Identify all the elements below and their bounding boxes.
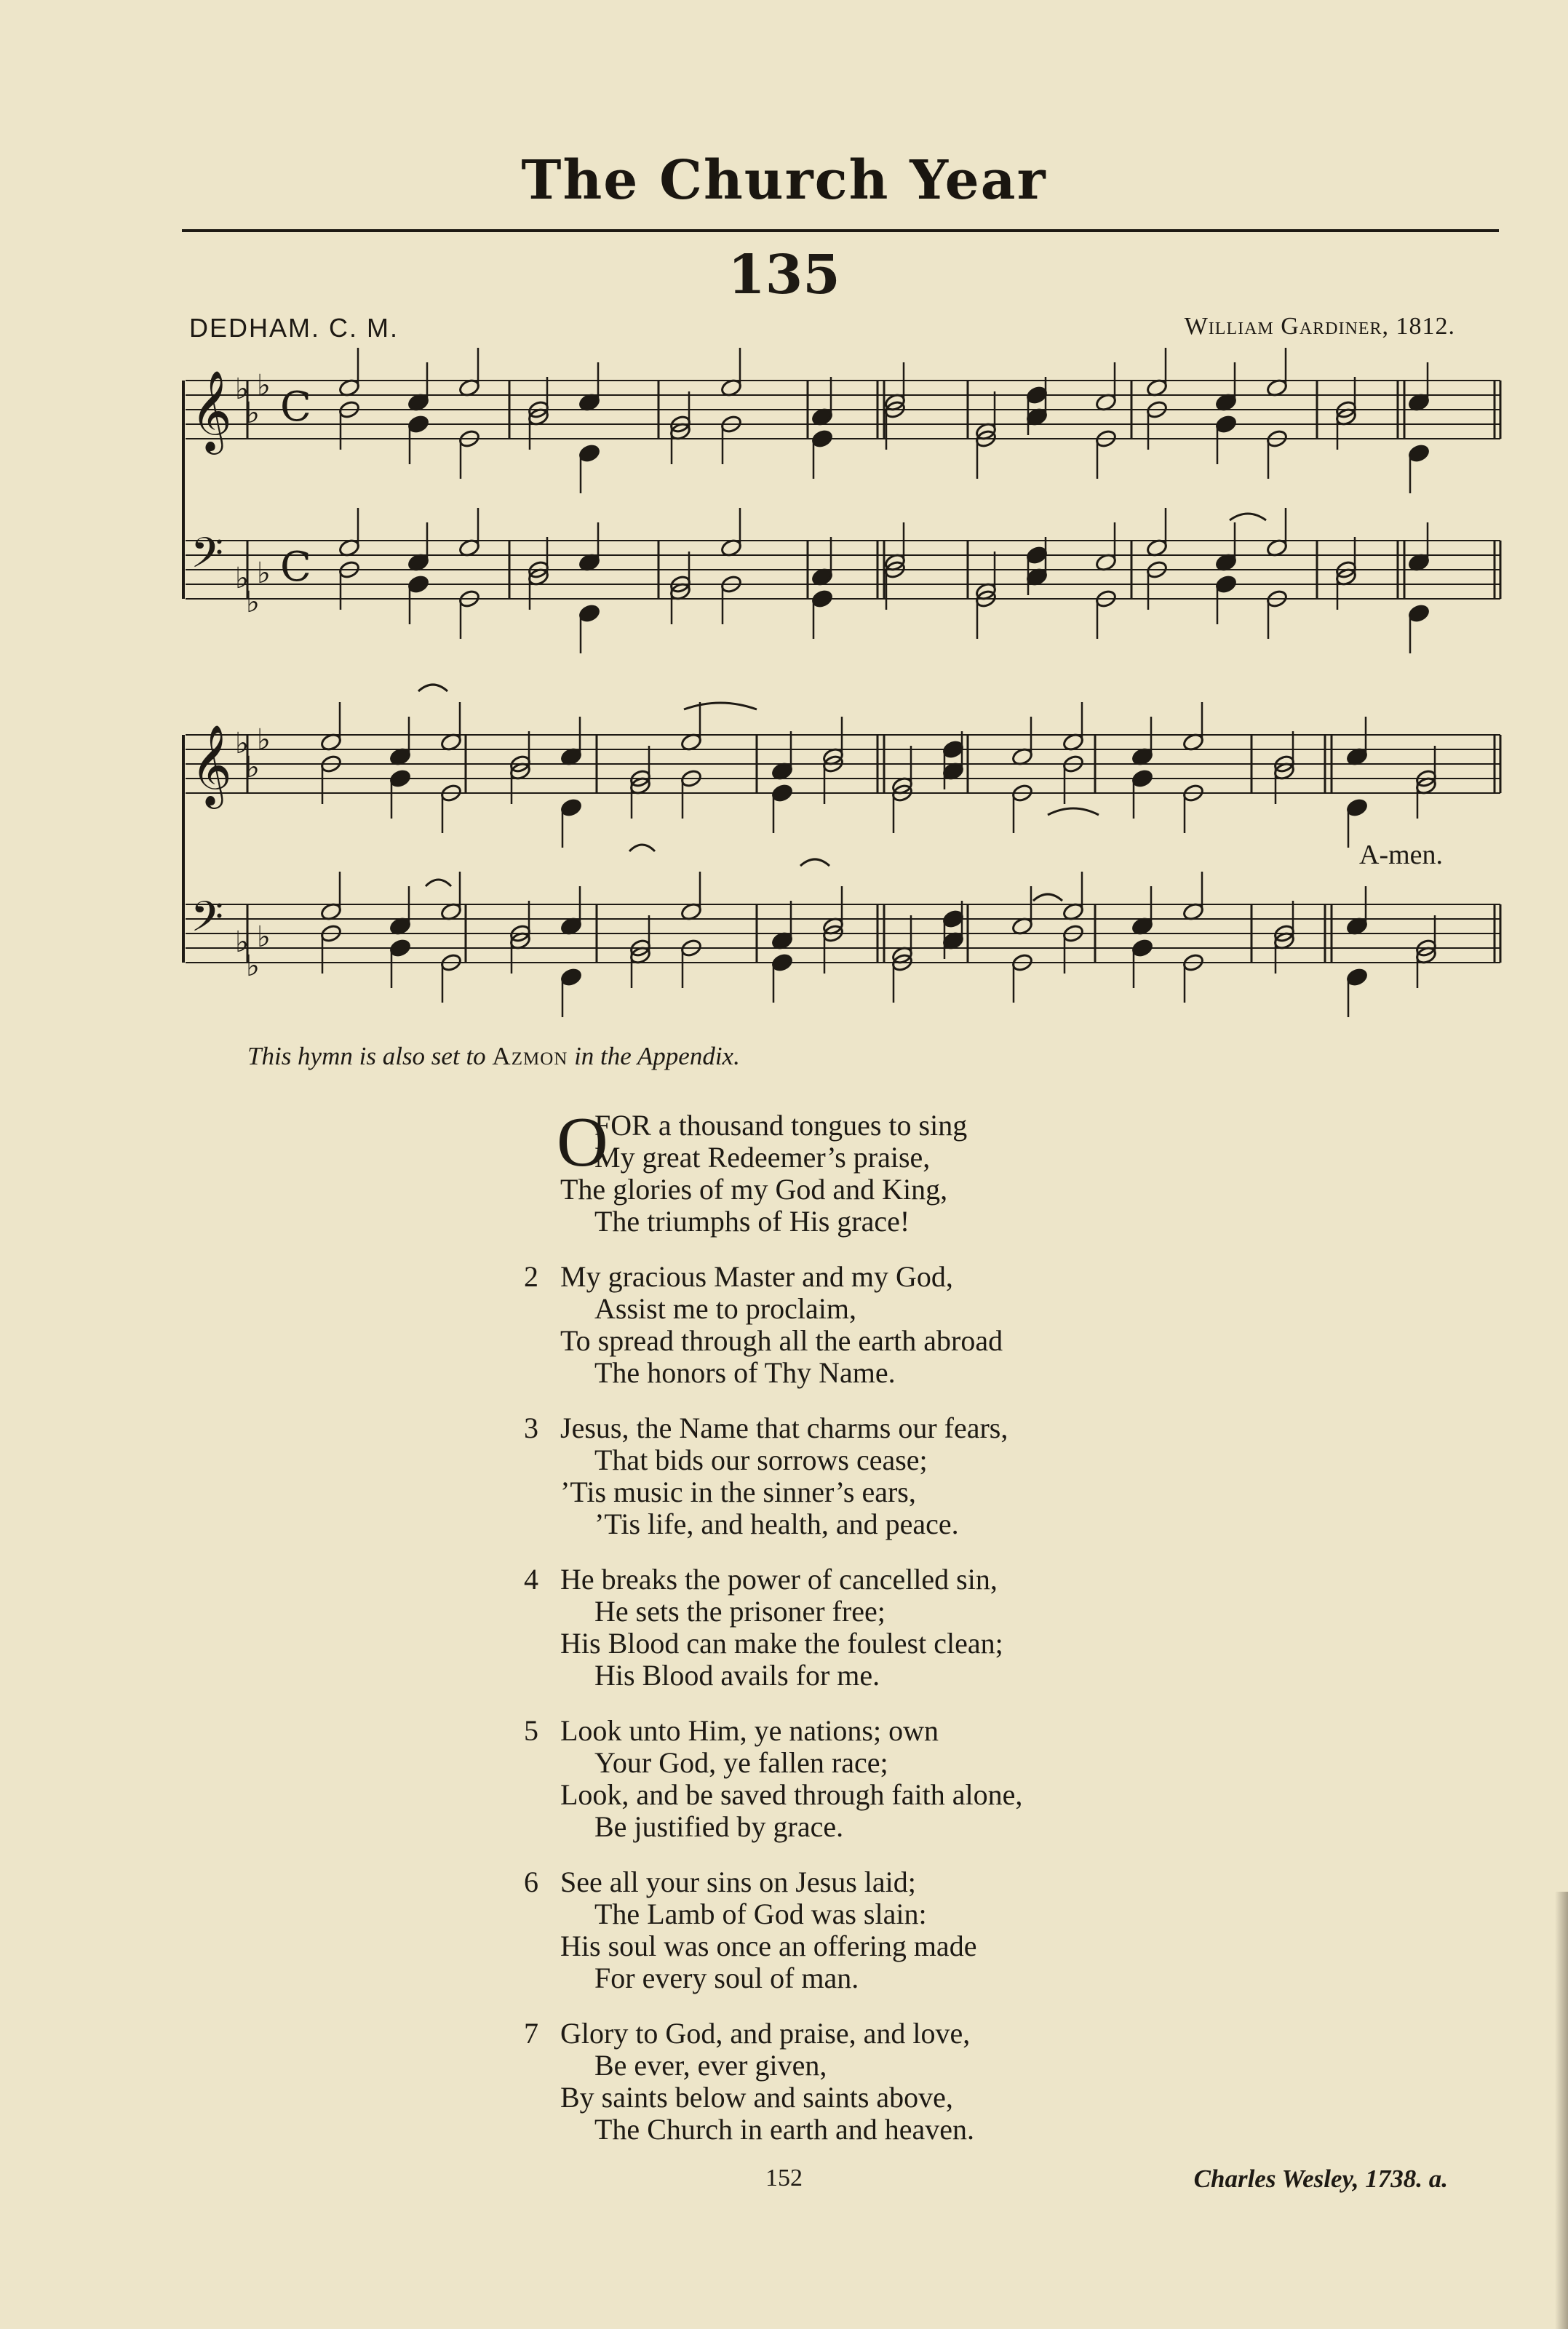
verse-number: 3 [524, 1412, 538, 1444]
verse-line: For every soul of man. [594, 1962, 859, 1994]
verse-line: Look, and be saved through faith alone, [560, 1778, 1023, 1811]
composer-credit: William Gardiner, 1812. [1184, 313, 1455, 340]
flat-icon: ♭ [246, 586, 260, 619]
slur [629, 845, 655, 851]
treble-clef-icon: 𝄞 [191, 724, 232, 805]
flat-icon: ♭ [257, 369, 271, 402]
verse-number: 2 [524, 1260, 538, 1293]
note-prefix: This hymn is also set to [247, 1042, 493, 1070]
verse-line: He sets the prisoner free; [594, 1595, 886, 1628]
page-number: 152 [765, 2165, 803, 2191]
text-attribution: Charles Wesley, 1738. a. [1193, 2165, 1448, 2193]
verse-number: 6 [524, 1866, 538, 1898]
tune-name: DEDHAM. C. M. [189, 313, 399, 343]
verse-line: To spread through all the earth abroad [560, 1324, 1003, 1357]
verse-line: The Church in earth and heaven. [594, 2113, 975, 2146]
slur [1033, 894, 1062, 901]
flat-icon: ♭ [246, 397, 260, 430]
verse-line: The triumphs of His grace! [594, 1205, 910, 1238]
verse-line: That bids our sorrows cease; [594, 1444, 928, 1476]
running-title: The Church Year [521, 149, 1047, 212]
verse-line: Your God, ye fallen race; [594, 1746, 888, 1779]
drop-cap: O [557, 1103, 608, 1182]
alternate-tune-note [247, 1042, 740, 1071]
flat-icon: ♭ [246, 949, 260, 983]
slur [684, 703, 757, 709]
slur [1048, 808, 1099, 815]
verse-line: Be ever, ever given, [594, 2049, 827, 2082]
verse-line: My great Redeemer’s praise, [594, 1141, 931, 1174]
flat-icon: ♭ [257, 920, 271, 954]
verse-line: FOR a thousand tongues to sing [594, 1109, 968, 1142]
note-suffix: in the Appendix. [568, 1042, 740, 1070]
verse-number: 7 [524, 2017, 538, 2050]
verse-line: Jesus, the Name that charms our fears, [560, 1412, 1008, 1444]
verse-5 [524, 1715, 1022, 1843]
verse-4 [524, 1564, 1022, 1692]
treble-clef-icon: 𝄞 [191, 370, 232, 451]
verse-line: The honors of Thy Name. [594, 1356, 896, 1389]
flat-icon: ♭ [235, 727, 249, 760]
verse-7 [524, 2018, 1022, 2146]
verse-2 [524, 1261, 1022, 1389]
verse-number: 5 [524, 1714, 538, 1747]
verses [524, 1103, 1023, 2169]
slur [426, 880, 451, 886]
note-tune-ref: Azmon [492, 1042, 568, 1070]
verse-line: See all your sins on Jesus laid; [560, 1866, 916, 1898]
verse-line: The Lamb of God was slain: [594, 1898, 927, 1930]
hymn-number: 135 [728, 244, 840, 306]
common-time-icon: C [280, 383, 311, 431]
flat-icon: ♭ [235, 373, 249, 406]
verse-line: My gracious Master and my God, [560, 1260, 953, 1293]
bass-clef-icon: 𝄢 [191, 528, 224, 588]
slur [418, 685, 447, 691]
flat-icon: ♭ [257, 557, 271, 590]
verse-3 [524, 1412, 1022, 1540]
verse-line: The glories of my God and King, [560, 1173, 948, 1206]
slur [1230, 514, 1266, 520]
page-edge-shadow [1555, 1892, 1568, 2329]
verse-line: His soul was once an offering made [560, 1930, 977, 1962]
verse-line: His Blood avails for me. [594, 1659, 880, 1692]
verse-line: By saints below and saints above, [560, 2081, 953, 2114]
verse-line: Be justified by grace. [594, 1810, 844, 1843]
verse-line: ’Tis music in the sinner’s ears, [560, 1476, 916, 1508]
amen-lyric: A-men. [1359, 840, 1444, 870]
verse-6 [524, 1866, 1022, 1994]
flat-icon: ♭ [257, 723, 271, 757]
common-time-icon: C [280, 544, 311, 591]
verse-1 [524, 1103, 1022, 1238]
verse-line: He breaks the power of cancelled sin, [560, 1563, 998, 1596]
verse-line: Glory to God, and praise, and love, [560, 2017, 971, 2050]
slur [800, 859, 829, 866]
verse-line: Assist me to proclaim, [594, 1292, 856, 1325]
verse-line: His Blood can make the foulest clean; [560, 1627, 1003, 1660]
flat-icon: ♭ [235, 925, 249, 959]
verse-line: Look unto Him, ye nations; own [560, 1714, 939, 1747]
music-score [0, 0, 1568, 1033]
flat-icon: ♭ [235, 562, 249, 595]
verse-number: 4 [524, 1563, 538, 1596]
bass-clef-icon: 𝄢 [191, 892, 224, 952]
flat-icon: ♭ [246, 751, 260, 784]
verse-line: ’Tis life, and health, and peace. [594, 1508, 959, 1540]
